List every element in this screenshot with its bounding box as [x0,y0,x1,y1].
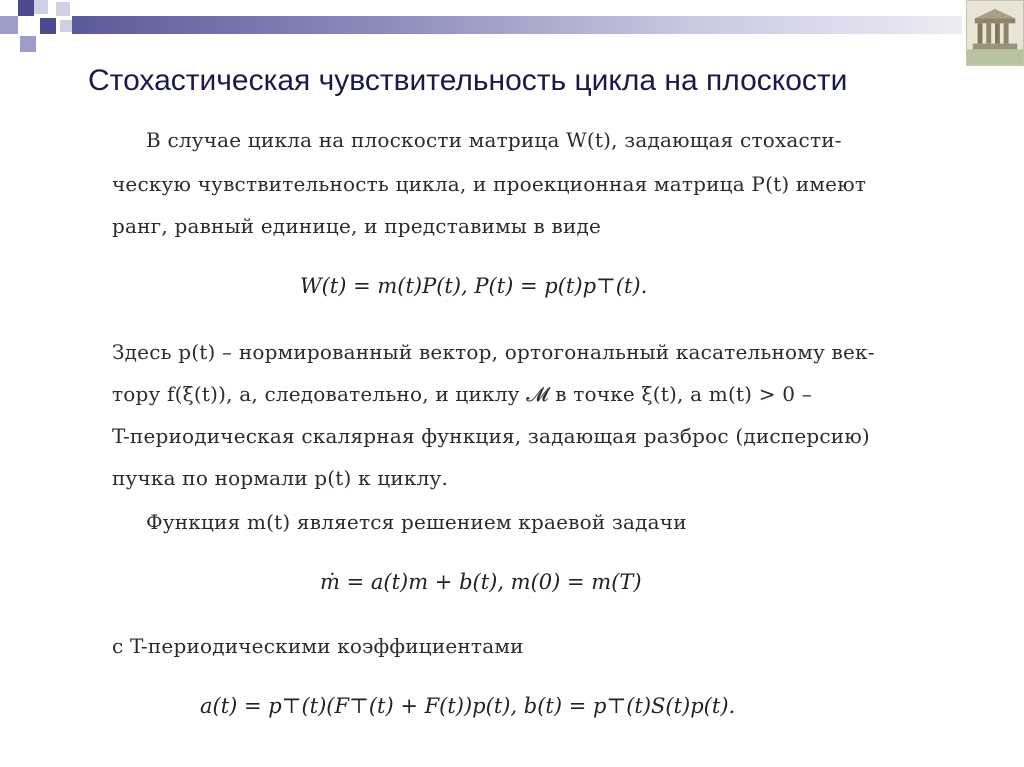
paragraph2-line1: Здесь p(t) – нормированный вектор, ортогональный касательному век- [112,340,875,364]
paragraph3: Функция m(t) является решением краевой задачи [146,510,687,534]
formula-boundary-problem: ṁ = a(t)m + b(t), m(0) = m(T) [320,570,642,594]
paragraph2-line4: пучка по нормали p(t) к циклу. [112,466,449,490]
paragraph2-line2: тору f(ξ(t)), а, следовательно, и циклу 𝓜 в точке ξ(t), а m(t) > 0 – [112,382,812,406]
paragraph1-line1: В случае цикла на плоскости матрица W(t), задающая стохасти- [146,128,842,152]
paragraph4: с T-периодическими коэффициентами [112,634,524,658]
formula-coefficients: a(t) = p⊤(t)(F⊤(t) + F(t))p(t), b(t) = p⊤(t)S(t)p(t). [200,694,736,718]
formula-w-p: W(t) = m(t)P(t), P(t) = p(t)p⊤(t). [300,274,648,298]
paragraph2-line3: T-периодическая скалярная функция, задающая разброс (дисперсию) [112,424,870,448]
paragraph1-line3: ранг, равный единице, и представимы в виде [112,214,602,238]
paragraph1-line2: ческую чувствительность цикла, и проекционная матрица P(t) имеют [112,172,867,196]
page-title: Стохастическая чувствительность цикла на плоскости [88,64,848,97]
